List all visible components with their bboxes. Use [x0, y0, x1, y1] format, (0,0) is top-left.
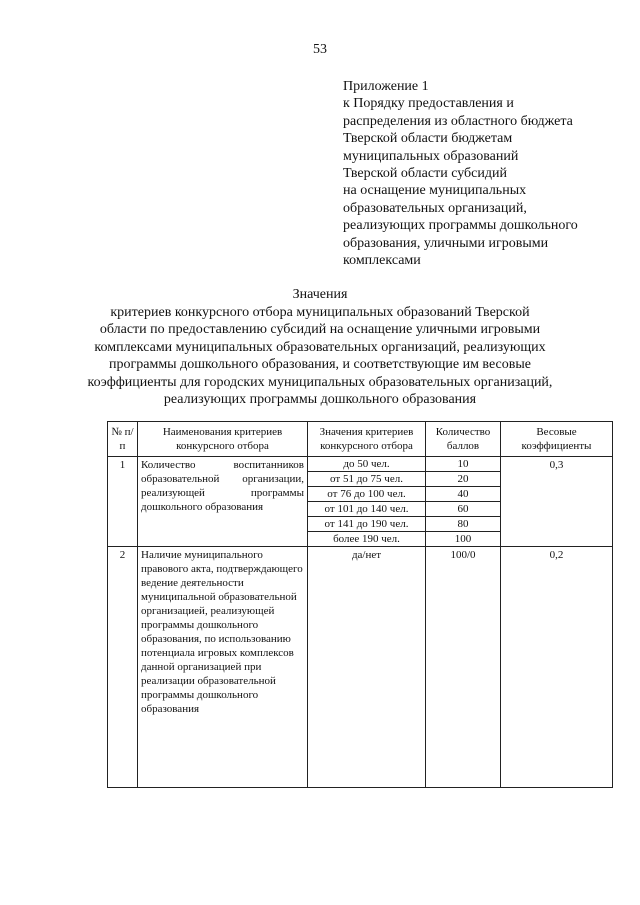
criterion-value: да/нет — [308, 547, 426, 788]
criterion-name: Наличие муниципального правового акта, подтверждающего ведение деятельности муниципальной образовательной организацией, реализующей программы дошкольного образования, по использованию потенциала игровых комплексов данной организацией при реализации образовательной программы дошкольного образования — [138, 547, 308, 788]
criterion-value: до 50 чел. — [308, 457, 426, 472]
criterion-name: Количество воспитанников образовательной организации, реализующей программы дошкольного образования — [138, 457, 308, 547]
heading-line: программы дошкольного образования, и соответствующие им весовые — [109, 357, 531, 372]
heading-line: коэффициенты для городских муниципальных образовательных организаций, — [87, 374, 553, 390]
appendix-line: Тверской области субсидий — [343, 166, 507, 182]
criteria-table — [107, 421, 613, 788]
appendix-block — [343, 78, 633, 269]
criterion-value: от 141 до 190 чел. — [308, 517, 426, 532]
row-num: 1 — [108, 457, 138, 547]
header-name: Наименования критериев конкурсного отбора — [138, 422, 308, 457]
heading-line: комплексами муниципальных образовательных организаций, реализующих — [94, 339, 546, 355]
appendix-line: комплексами — [343, 253, 421, 269]
criterion-value: более 190 чел. — [308, 532, 426, 547]
criterion-score: 100/0 — [426, 547, 501, 788]
document-heading — [0, 286, 640, 409]
criterion-weight: 0,2 — [501, 547, 613, 788]
criterion-score: 100 — [426, 532, 501, 547]
criterion-score: 40 — [426, 487, 501, 502]
header-num: № п/п — [108, 422, 138, 457]
criterion-value: от 101 до 140 чел. — [308, 502, 426, 517]
criterion-value: от 76 до 100 чел. — [308, 487, 426, 502]
header-values: Значения критериев конкурсного отбора — [308, 422, 426, 457]
criterion-score: 80 — [426, 517, 501, 532]
appendix-line: образовательных организаций, — [343, 200, 527, 216]
header-weight: Весовые коэффициенты — [501, 422, 613, 457]
table-row — [108, 457, 613, 472]
page-number: 53 — [313, 42, 327, 57]
heading-line: критериев конкурсного отбора муниципальных образований Тверской — [110, 304, 530, 320]
appendix-line: к Порядку предоставления и — [343, 96, 514, 112]
appendix-line: на оснащение муниципальных — [343, 183, 527, 199]
appendix-line: Тверской области бюджетам — [343, 131, 513, 147]
criterion-score: 10 — [426, 457, 501, 472]
criterion-weight: 0,3 — [501, 457, 613, 547]
heading-title: Значения — [292, 287, 348, 302]
table-row — [108, 547, 613, 788]
appendix-line: распределения из областного бюджета — [343, 113, 573, 129]
appendix-line: образования, уличными игровыми — [343, 235, 549, 251]
heading-line: области по предоставлению субсидий на оснащение уличными игровыми — [99, 322, 541, 337]
criterion-score: 20 — [426, 472, 501, 487]
appendix-line: муниципальных образований — [343, 148, 519, 164]
heading-line: реализующих программы дошкольного образования — [163, 392, 477, 407]
header-score: Количество баллов — [426, 422, 501, 457]
appendix-line: Приложение 1 — [343, 79, 429, 94]
table-header-row — [108, 422, 613, 457]
row-num: 2 — [108, 547, 138, 788]
criterion-score: 60 — [426, 502, 501, 517]
criterion-value: от 51 до 75 чел. — [308, 472, 426, 487]
appendix-line: реализующих программы дошкольного — [343, 218, 578, 234]
